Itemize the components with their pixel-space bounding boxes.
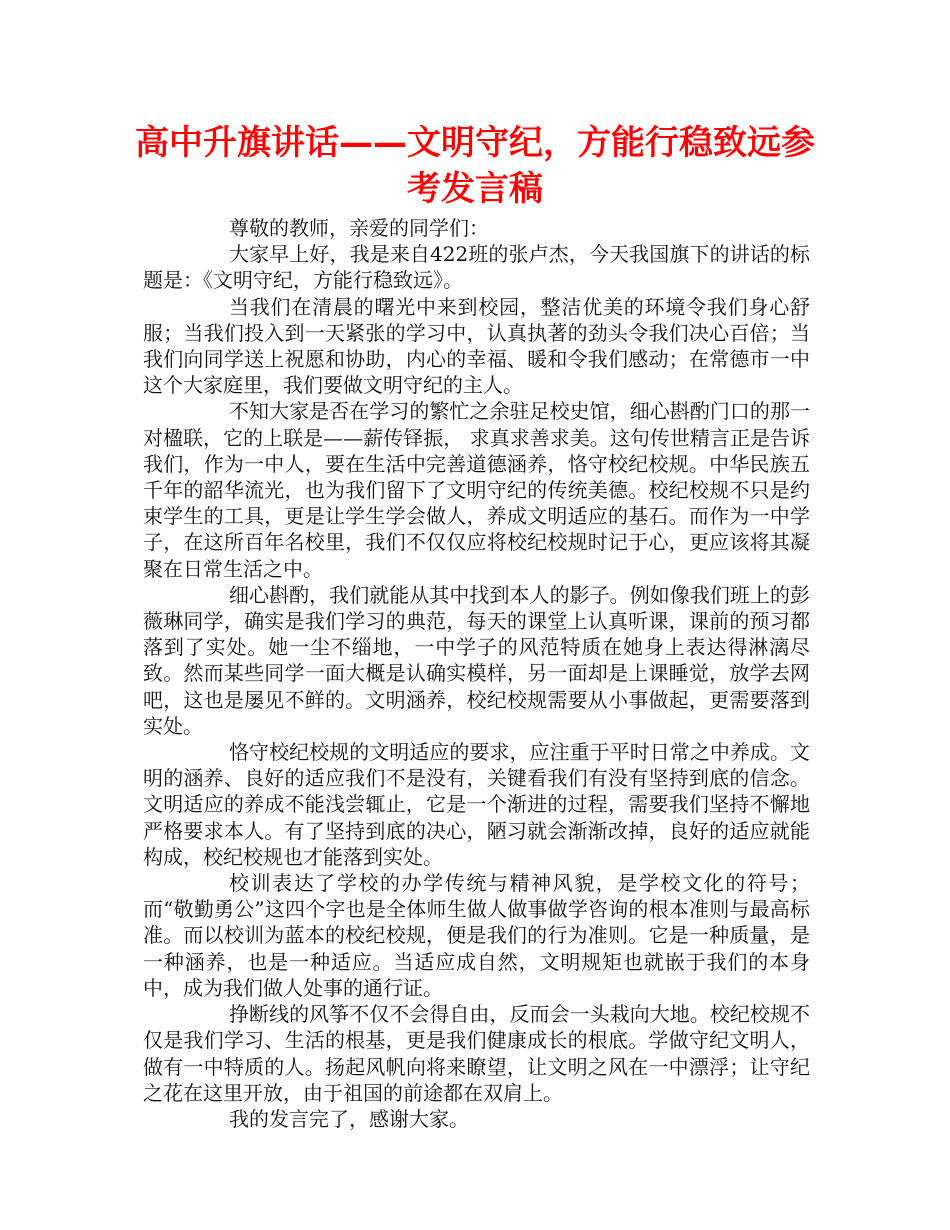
salutation-paragraph: 尊敬的教师，亲爱的同学们： (229, 216, 489, 240)
body-paragraph: 恪守校纪校规的文明适应的要求，应注重于平时日常之中养成。文明的涵养、良好的适应我们不是没有，关键看我们有没有坚持到底的信念。文明适应的养成不能浅尝辄止，它是一个渐进的过程，需要我们坚持不懈地严格要求本人。有了坚持到底的决心，陋习就会渐渐改掉，良好的适应就能构成，校纪校规也才能落到实处。 (143, 740, 810, 869)
document-body (143, 215, 810, 1132)
closing-paragraph: 我的发言完了，感谢大家。 (229, 1106, 469, 1131)
body-paragraph: 校训表达了学校的办学传统与精神风貌，是学校文化的符号；而“敬勤勇公”这四个字也是全体师生做人做事做学咨询的根本准则与最高标准。而以校训为蓝本的校纪校规，便是我们的行为准则。它是一种质量，是一种涵养，也是一种适应。当适应成自然，文明规矩也就嵌于我们的本身中，成为我们做人处事的通行证。 (143, 871, 810, 1000)
body-paragraph: 细心斟酌，我们就能从其中找到本人的影子。例如像我们班上的彭薇琳同学，确实是我们学习的典范，每天的课堂上认真听课，课前的预习都落到了实处。她一尘不缁地，一中学子的风范特质在她身上表达得淋漓尽致。然而某些同学一面大概是认确实模样，另一面却是上课睡觉，放学去网吧，这也是屡见不鲜的。文明涵养，校纪校规需要从小事做起，更需要落到实处。 (143, 582, 810, 738)
body-paragraph: 不知大家是否在学习的繁忙之余驻足校史馆，细心斟酌门口的那一对楹联，它的上联是——薪传铎振， 求真求善求美。这句传世精言正是告诉我们，作为一中人，要在生活中完善道德涵养，恪守校纪校规。中华民族五千年的韶华流光，也为我们留下了文明守纪的传统美德。校纪校规不只是约束学生的工具，更是让学生学会做人，养成文明适应的基石。而作为一中学子，在这所百年名校里，我们不仅仅应将校纪校规时记于心，更应该将其凝聚在日常生活之中。 (143, 399, 810, 581)
greeting-paragraph: 大家早上好，我是来自422班的张卢杰，今天我国旗下的讲话的标题是：《文明守纪，方能行稳致远》。 (143, 242, 810, 293)
body-paragraph: 挣断线的风筝不仅不会得自由，反而会一头栽向大地。校纪校规不仅是我们学习、生活的根基，更是我们健康成长的根底。学做守纪文明人，做有一中特质的人。扬起风帆向将来瞭望，让文明之风在一中漂浮；让守纪之花在这里开放，由于祖国的前途都在双肩上。 (143, 1002, 810, 1105)
body-paragraph: 当我们在清晨的曙光中来到校园，整洁优美的环境令我们身心舒服；当我们投入到一天紧张的学习中，认真执著的劲头令我们决心百倍；当我们向同学送上祝愿和协助，内心的幸福、暖和令我们感动；在常德市一中这个大家庭里，我们要做文明守纪的主人。 (143, 294, 810, 398)
document-title: 高中升旗讲话——文明守纪，方能行稳致远参考发言稿 (135, 123, 815, 209)
